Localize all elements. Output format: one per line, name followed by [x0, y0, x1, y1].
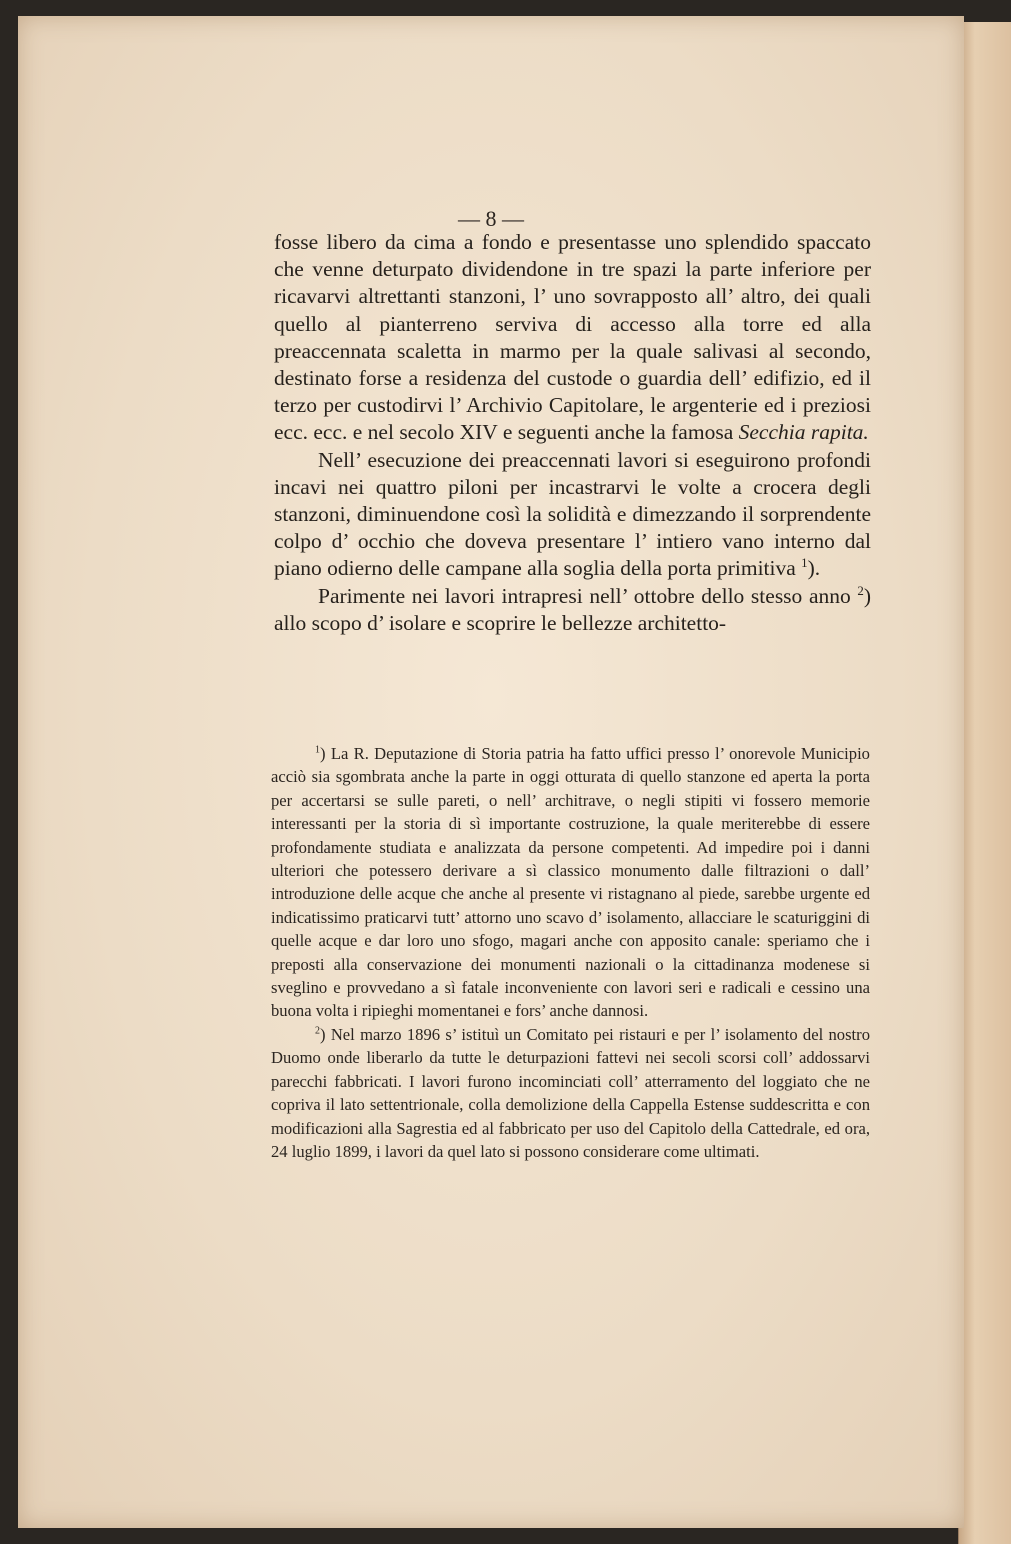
paragraph-2-text: Nell’ esecuzione dei preaccennati lavori si eseguirono profondi incavi nei quattro piloni per incastrarvi le volte a crocera degli stanzoni, diminuendone così la solidità e dimezzando il sorprendente colpo d’ occhio che doveva presentare l’ intiero vano interno dal piano odierno delle campane alla soglia della porta primitiva	[274, 447, 871, 581]
paragraph-3-text: Parimente nei lavori intrapresi nell’ ottobre dello stesso anno	[318, 583, 851, 608]
footnote-ref-2-closer: )	[863, 583, 872, 608]
footnote-1-mark: 1	[315, 744, 320, 756]
footnotes	[271, 742, 870, 1163]
footnote-2: $^2$) Nel marzo 1896 s’ istituì un Comitato pei ristauri e per l’ isolamento del nostro Duomo onde liberarlo da tutte le deturpazioni fattevi nei secoli scorsi coll’ addossarvi parecchi fabbricati. I lavori furono incominciati coll’ atterramento del loggiato che ne copriva il lato settentrionale, colla demolizione della Cappella Estense suddescritta e con modificazioni alla Sagrestia ed al fabbricato per uso del Capitolo della Cattedrale, ed ora, 24 luglio 1899, i lavori da quel lato si possono considerare come ultimati.	[271, 1024, 870, 1161]
footnote-1: $^1$) La R. Deputazione di Storia patria ha fatto uffici presso l’ onorevole Municipio acciò sia sgombrata anche la parte in oggi otturata di quello stanzone ed aperta la porta per accertarsi se sulle pareti, o nell’ architrave, o negli stipiti vi fossero memorie interessanti per la storia di sì importante costruzione, la quale meriterebbe di essere profondamente studiata e analizzata da persone competenti. Ad impedire poi i danni ulteriori che potessero derivare a sì classico monumento dalle filtrazioni o dall’ introduzione delle acque che anche al presente vi ristagnano al piede, sarebbe urgente ed indicatissimo praticarvi tutt’ attorno uno scavo d’ isolamento, allacciare le scaturiggini di quelle acque e dar loro uno sfogo, magari anche con apposito canale: speriamo che i preposti alla conservazione dei monumenti nazionali o la cittadinanza modenese si sveglino e provvedano a sì fatale inconveniente con lavori seri e radicali e cessino una buona volta i ripieghi momentanei e fors’ anche dannosi.	[271, 744, 870, 1021]
footnote-1-text: La R. Deputazione di Storia patria ha fatto uffici presso l’ onorevole Municipio acciò sia sgombrata anche la parte in oggi otturata di quello stanzone ed aperta la porta per accertarsi se sulle pareti, o nell’ architrave, o negli stipiti vi fossero memorie interessanti per la storia di sì importante costruzione, la quale meriterebbe di essere profondamente studiata e analizzata da persone competenti. Ad impedire poi i danni ulteriori che potessero derivare a sì classico monumento dalle filtrazioni o dall’ introduzione delle acque che anche al presente vi ristagnano al piede, sarebbe urgente ed indicatissimo praticarvi tutt’ attorno uno scavo d’ isolamento, allacciare le scaturiggini di quelle acque e dar loro uno sfogo, magari anche con apposito canale: speriamo che i preposti alla conservazione dei monumenti nazionali o la cittadinanza modenese si sveglino e provvedano a sì fatale inconveniente con lavori seri e radicali e cessino una buona volta i ripieghi momentanei e fors’ anche dannosi.	[271, 744, 870, 1021]
paragraph-2	[274, 447, 871, 583]
next-page-edge	[958, 22, 1011, 1544]
footnote-ref-2: 2	[857, 583, 864, 598]
paragraph-3	[274, 583, 871, 637]
footnote-2-mark: 2	[315, 1025, 320, 1037]
footnote-2-text: Nel marzo 1896 s’ istituì un Comitato pei ristauri e per l’ isolamento del nostro Duomo onde liberarlo da tutte le deturpazioni fattevi nei secoli scorsi coll’ addossarvi parecchi fabbricati. I lavori furono incominciati coll’ atterramento del loggiato che ne copriva il lato settentrionale, colla demolizione della Cappella Estense suddescritta e con modificazioni alla Sagrestia ed al fabbricato per uso del Capitolo della Cattedrale, ed ora, 24 luglio 1899, i lavori da quel lato si possono considerare come ultimati.	[271, 1024, 870, 1161]
paragraph-1-text: fosse libero da cima a fondo e presentasse uno splendido spaccato che venne deturpato dividendone in tre spazi la parte inferiore per ricavarvi altrettanti stanzoni, l’ uno sovrapposto all’ altro, dei quali quello al pianterreno serviva di accesso alla torre ed alla preaccennata scaletta in marmo per la quale salivasi al secondo, destinato forse a residenza del custode o guardia dell’ edifizio, ed il terzo per custodirvi l’ Archivio Capitolare, le argenterie ed i preziosi ecc. ecc. e nel secolo XIV e seguenti anche la famosa	[274, 230, 871, 445]
page-number: — 8 —	[458, 206, 524, 231]
italic-title: Secchia rapita.	[738, 420, 869, 445]
paragraph-3-tail: allo scopo d’ isolare e scoprire le bellezze architetto-	[274, 610, 727, 635]
main-text	[274, 229, 871, 637]
paragraph-1	[274, 229, 871, 447]
footnote-ref-1-closer: ).	[807, 556, 821, 581]
footnote-ref-1: 1	[801, 556, 808, 571]
